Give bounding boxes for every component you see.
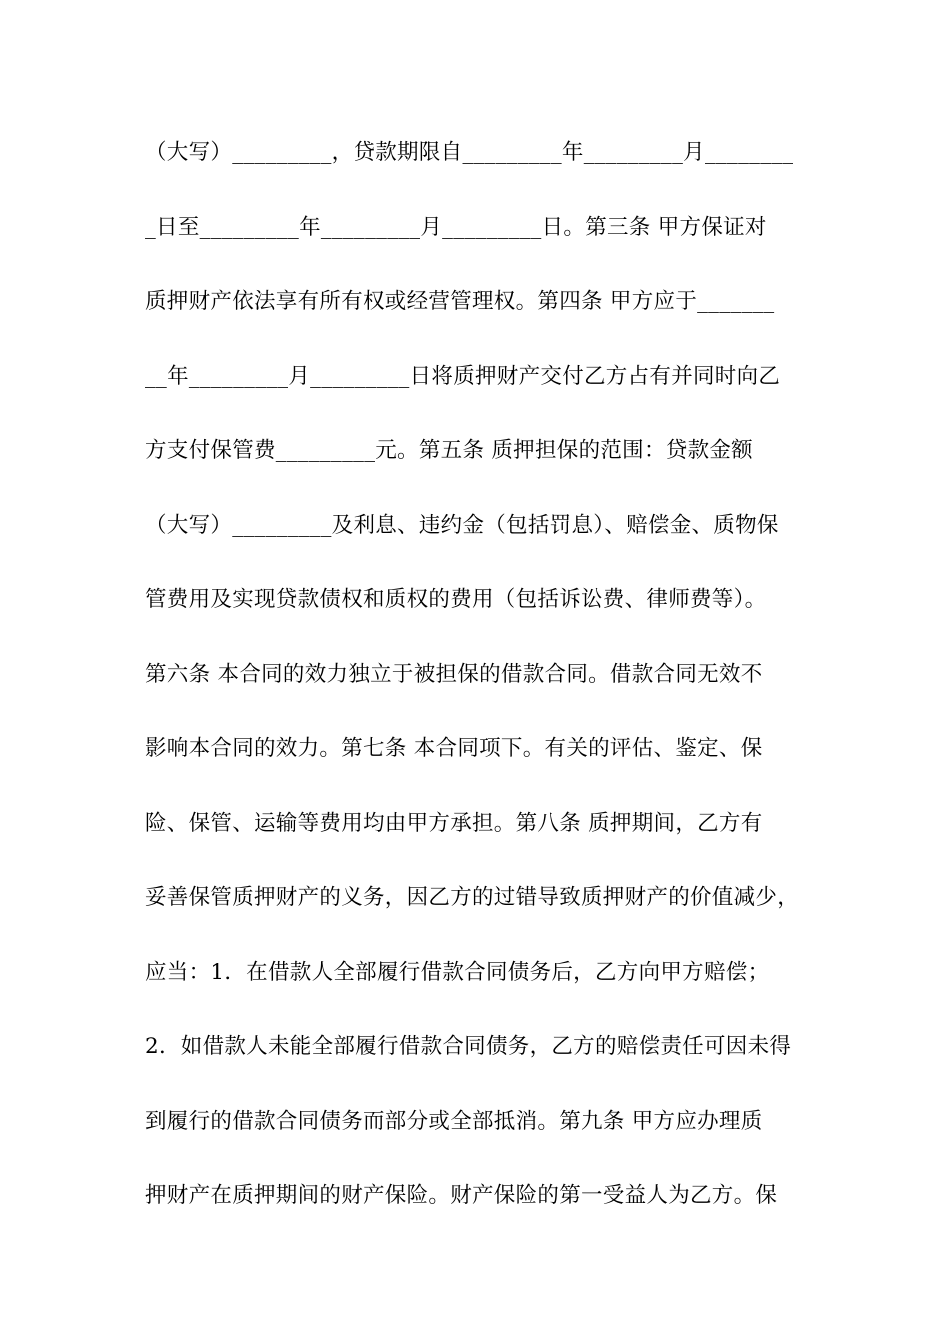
text-line: 方支付保管费_________元。第五条 质押担保的范围：贷款金额 [145, 438, 753, 463]
text-line: 到履行的借款合同债务而部分或全部抵消。第九条 甲方应办理质 [145, 1108, 763, 1134]
text-line: 第六条 本合同的效力独立于被担保的借款合同。借款合同无效不 [145, 661, 763, 687]
text-line: （大写）_________及利息、违约金（包括罚息）、赔偿金、质物保 [145, 512, 779, 538]
text-line: 影响本合同的效力。第七条 本合同项下。有关的评估、鉴定、保 [145, 736, 763, 761]
text-line: __年_________月_________日将质押财产交付乙方占有并同时向乙 [145, 363, 781, 389]
text-line: 2．如借款人未能全部履行借款合同债务，乙方的赔偿责任可因未得 [145, 1034, 792, 1059]
text-line: 管费用及实现贷款债权和质权的费用（包括诉讼费、律师费等）。 [145, 587, 767, 612]
text-line: _日至_________年_________月_________日。第三条 甲方保证对 [145, 214, 767, 240]
text-line: 应当：1．在借款人全部履行借款合同债务后，乙方向甲方赔偿； [145, 959, 770, 985]
contract-body-text [145, 128, 815, 1246]
text-line: 妥善保管质押财产的义务，因乙方的过错导致质押财产的价值减少， [145, 885, 800, 910]
text-line: （大写）_________，贷款期限自_________年_________月________ [145, 140, 794, 165]
text-line: 押财产在质押期间的财产保险。财产保险的第一受益人为乙方。保 [145, 1183, 778, 1208]
text-line: 险、保管、运输等费用均由甲方承担。第八条 质押期间，乙方有 [145, 810, 763, 836]
text-line: 质押财产依法享有所有权或经营管理权。第四条 甲方应于_______ [145, 289, 775, 314]
